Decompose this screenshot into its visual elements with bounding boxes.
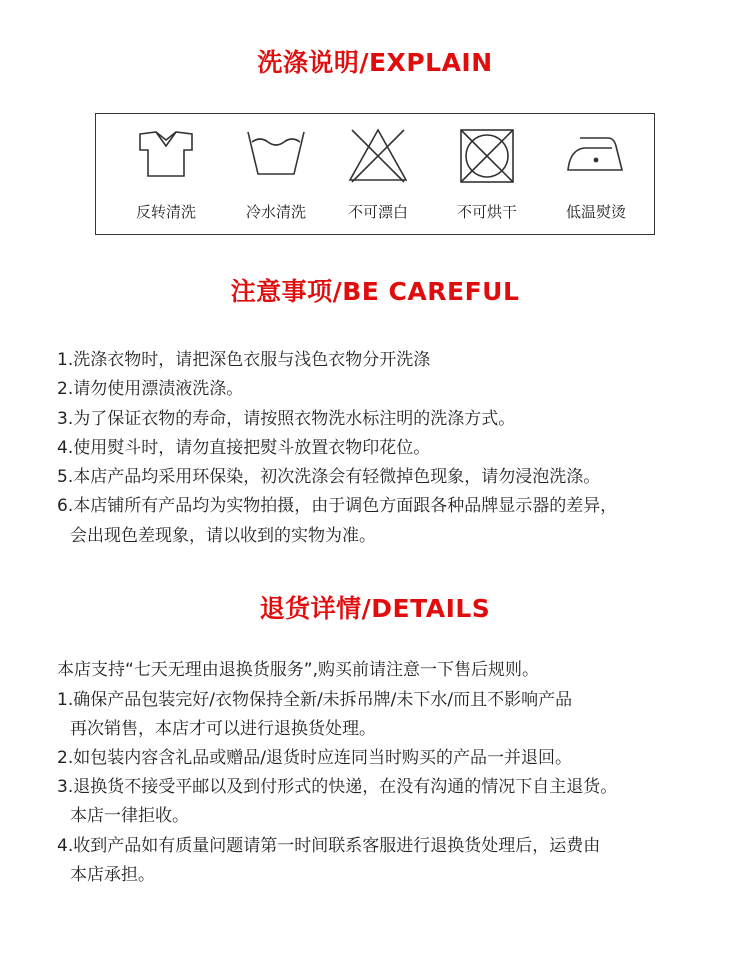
inside-out-shirt-icon [134, 126, 198, 182]
wash-instructions-title: 洗涤说明/EXPLAIN [257, 48, 493, 77]
return-policy-line: 本店一律拒收。 [70, 806, 189, 826]
care-item-inside-out [110, 114, 222, 234]
care-label: 不可漂白 [347, 203, 408, 221]
care-note-line: 2.请勿使用漂渍液洗涤。 [57, 379, 244, 399]
care-item-no-tumble-dry [431, 114, 543, 234]
return-policy-line: 再次销售，本店才可以进行退换货处理。 [70, 719, 376, 739]
care-note-line: 4.使用熨斗时，请勿直接把熨斗放置衣物印花位。 [57, 438, 431, 458]
return-policy-line: 本店支持“七天无理由退换货服务”,购买前请注意一下售后规则。 [57, 660, 540, 680]
cold-wash-tub-icon [244, 126, 308, 182]
return-policy-line: 4.收到产品如有质量问题请第一时间联系客服进行退换货处理后，运费由 [57, 836, 601, 856]
care-note-line: 5.本店产品均采用环保染，初次洗涤会有轻微掉色现象，请勿浸泡洗涤。 [57, 467, 601, 487]
return-policy-line: 3.退换货不接受平邮以及到付形式的快递，在没有沟通的情况下自主退货。 [57, 777, 618, 797]
no-tumble-dry-icon [455, 126, 519, 186]
care-item-cold-wash [220, 114, 332, 234]
no-bleach-icon [346, 126, 410, 186]
care-label: 反转清洗 [135, 203, 196, 221]
care-item-low-iron [540, 114, 652, 234]
care-label: 不可烘干 [456, 203, 517, 221]
care-label: 低温熨烫 [565, 203, 626, 221]
return-policy-line: 本店承担。 [70, 865, 155, 885]
care-note-line: 6.本店铺所有产品均为实物拍摄，由于调色方面跟各种品牌显示器的差异， [57, 496, 618, 516]
care-note-line: 3.为了保证衣物的寿命，请按照衣物洗水标注明的洗涤方式。 [57, 409, 516, 429]
care-note-line: 会出现色差现象，请以收到的实物为准。 [70, 526, 376, 546]
return-policy-line: 2.如包装内容含礼品或赠品/退货时应连同当时购买的产品一并退回。 [57, 748, 572, 768]
care-notes-title: 注意事项/BE CAREFUL [230, 277, 520, 306]
low-iron-icon [564, 126, 628, 182]
care-note-line: 1.洗涤衣物时，请把深色衣服与浅色衣物分开洗涤 [57, 350, 431, 370]
care-item-no-bleach [322, 114, 434, 234]
return-details-title: 退货详情/DETAILS [259, 594, 491, 623]
return-policy-line: 1.确保产品包装完好/衣物保持全新/未拆吊牌/未下水/而且不影响产品 [57, 690, 573, 710]
care-label: 冷水清洗 [245, 203, 306, 221]
care-symbols-panel [95, 113, 655, 235]
